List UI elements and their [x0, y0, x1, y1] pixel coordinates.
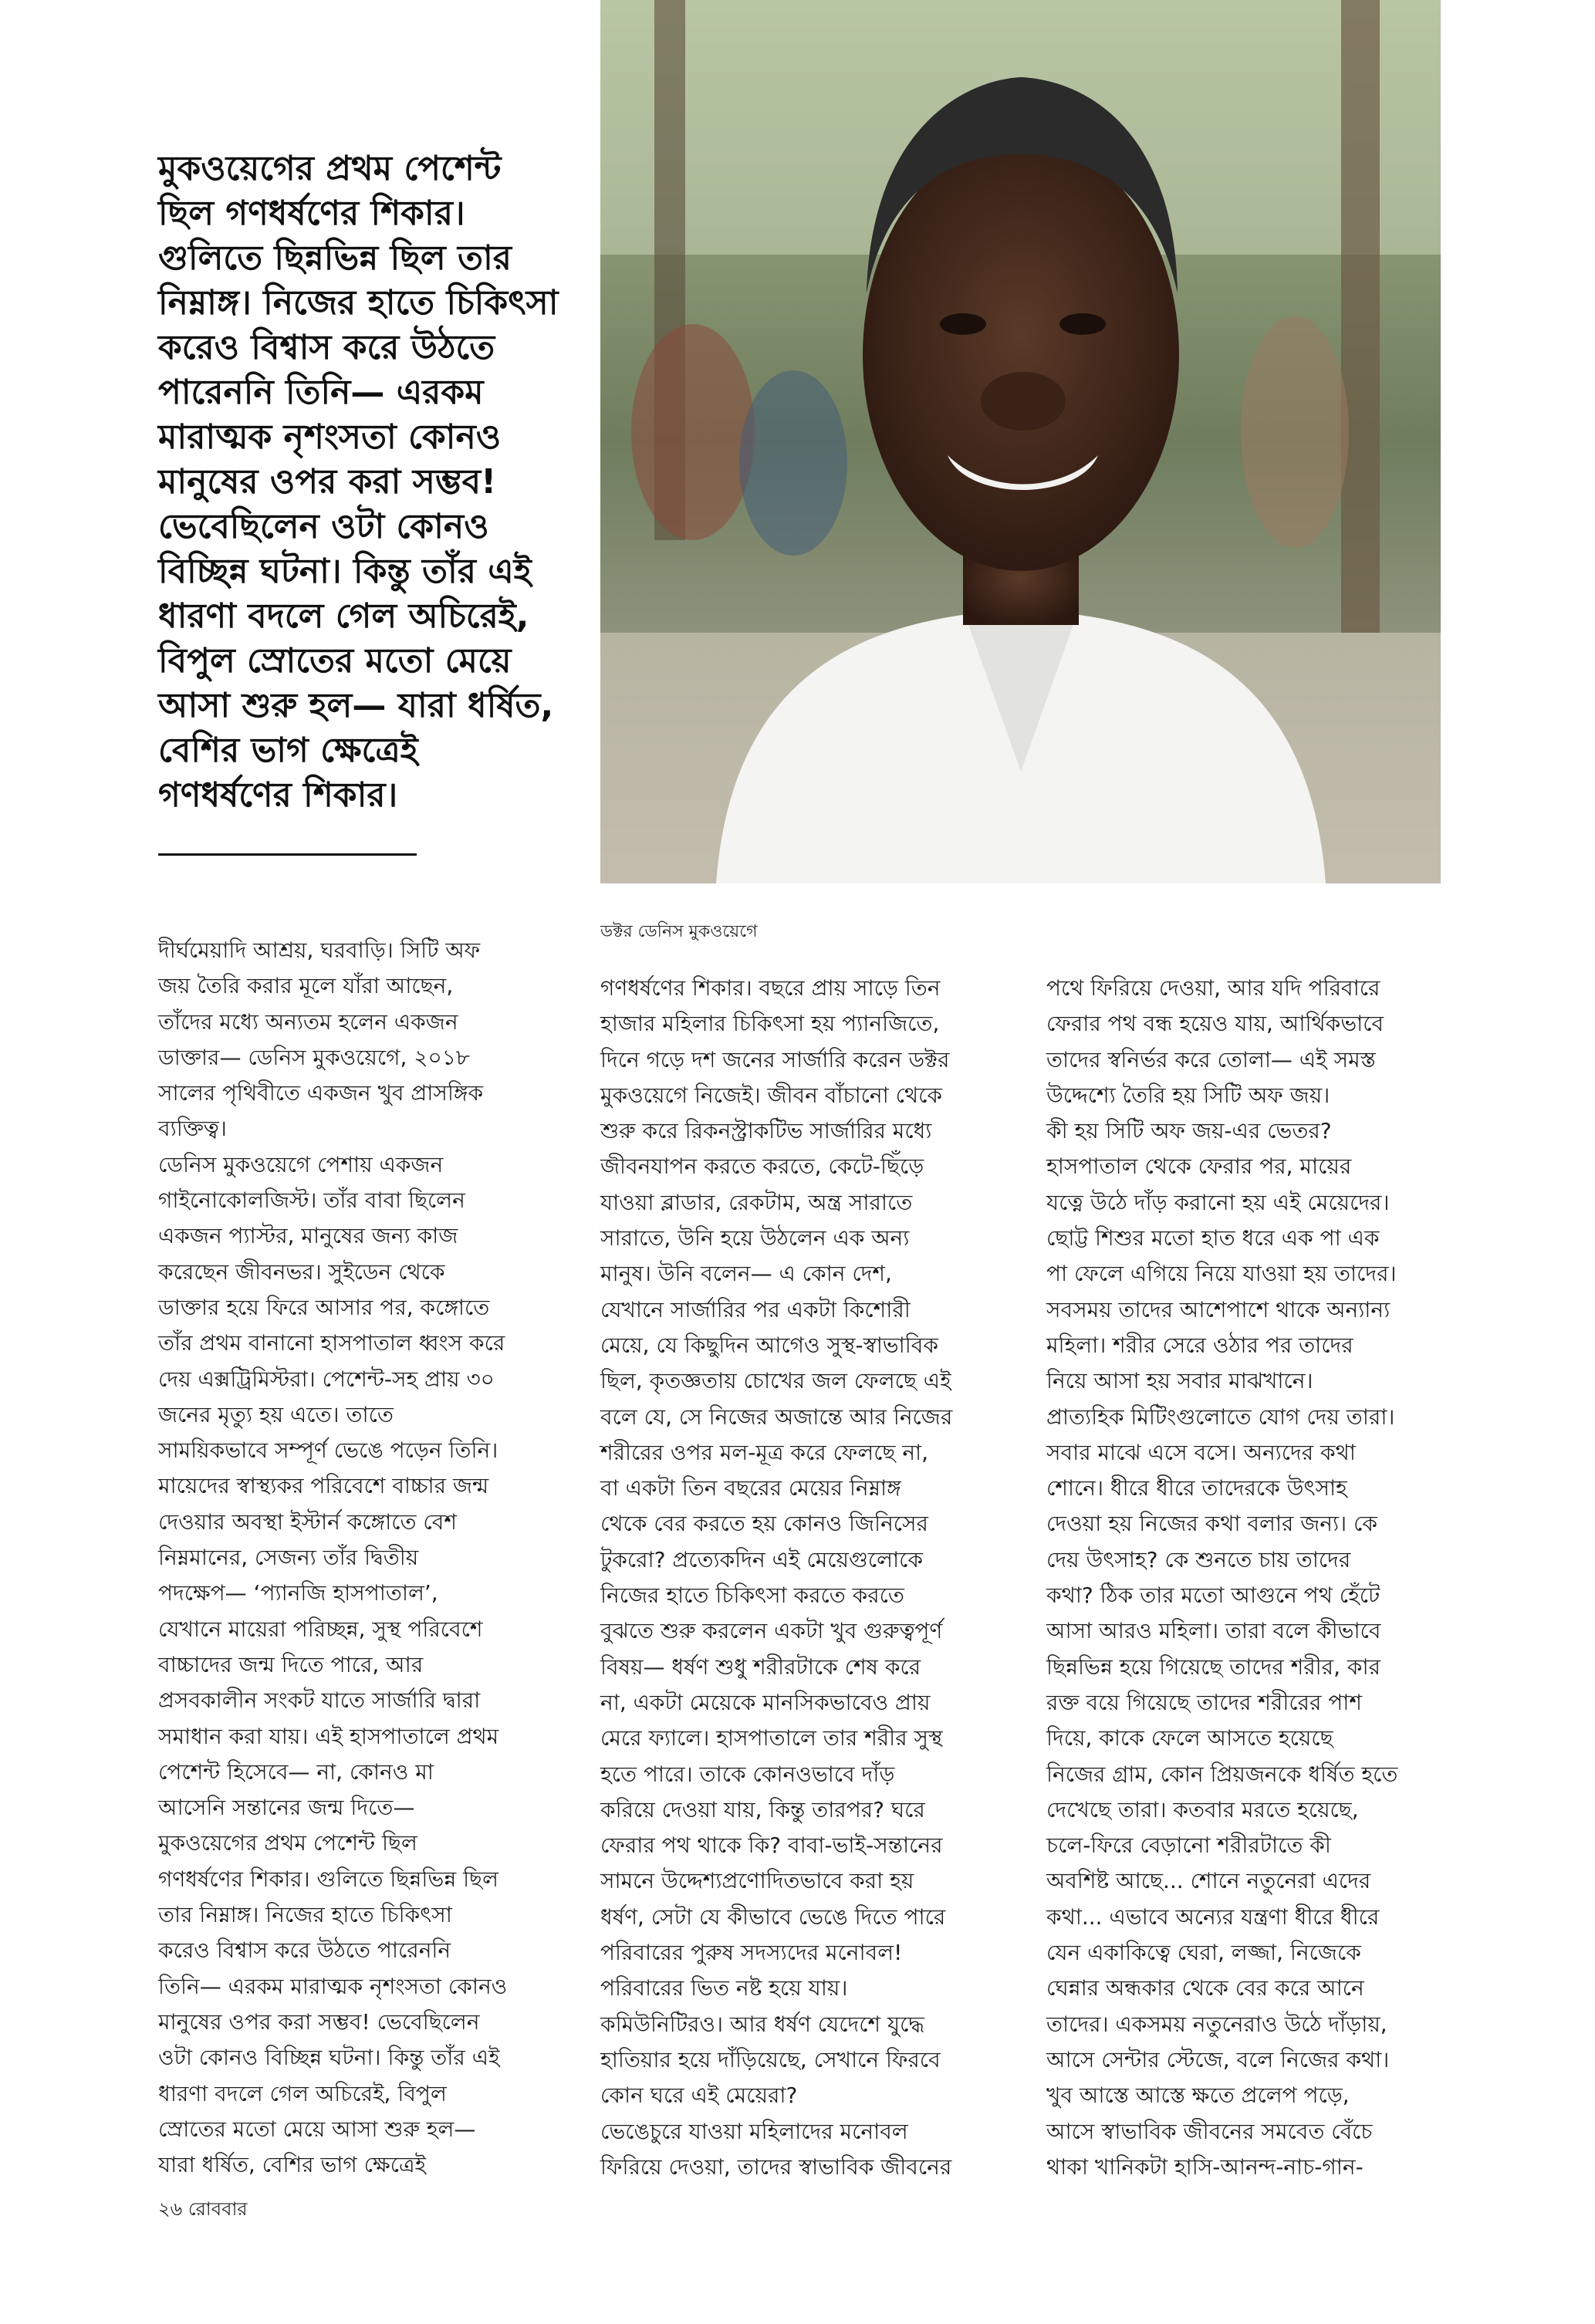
article-line: তাদের। একসময় নতুনেরাও উঠে দাঁড়ায়,	[1046, 2011, 1387, 2037]
article-line: সবার মাঝে এসে বসে। অন্যদের কথা	[1046, 1439, 1356, 1465]
article-line: হাতিয়ার হয়ে দাঁড়িয়েছে, সেখানে ফিরবে	[600, 2046, 941, 2072]
article-line: শুরু করে রিকনস্ট্রাকটিভ সার্জারির মধ্যে	[600, 1118, 932, 1144]
photo-caption: ডক্টর ডেনিস মুকওয়েগে	[600, 922, 758, 941]
article-line: সারাতে, উনি হয়ে উঠলেন এক অন্য	[600, 1225, 910, 1252]
article-line: ফেরার পথ বন্ধ হয়েও যায়, আর্থিকভাবে	[1046, 1011, 1384, 1037]
pull-quote-line: নিম্নাঙ্গ। নিজের হাতে চিকিৎসা	[158, 283, 559, 323]
article-line: মেরে ফ্যালে। হাসপাতালে তার শরীর সুস্থ	[600, 1725, 943, 1751]
article-line: বিষয়— ধর্ষণ শুধু শরীরটাকে শেষ করে	[600, 1653, 921, 1680]
article-line: ঘেন্নার অন্ধকার থেকে বের করে আনে	[1046, 1975, 1364, 2001]
pull-quote-line: মানুষের ওপর করা সম্ভব!	[158, 462, 497, 502]
article-line: নিয়ে আসা হয় সবার মাঝখানে।	[1046, 1368, 1313, 1394]
article-line: তিনি— এরকম মারাত্মক নৃশংসতা কোনও	[158, 1973, 508, 1999]
article-line: থেকে বের করতে হয় কোনও জিনিসের	[600, 1511, 928, 1537]
article-line: সামনে উদ্দেশ্যপ্রণোদিতভাবে করা হয়	[600, 1868, 914, 1894]
article-line: আসে স্বাভাবিক জীবনের সমবেত বেঁচে	[1046, 2118, 1373, 2144]
article-line: শোনে। ধীরে ধীরে তাদেরকে উৎসাহ	[1046, 1475, 1347, 1501]
article-line: একজন প্যাস্টর, মানুষের জন্য কাজ	[158, 1223, 458, 1249]
article-line: বা একটা তিন বছরের মেয়ের নিম্নাঙ্গ	[600, 1475, 901, 1501]
article-line: ফিরিয়ে দেওয়া, তাদের স্বাভাবিক জীবনের	[600, 2153, 952, 2180]
article-line: গণধর্ষণের শিকার। গুলিতে ছিন্নভিন্ন ছিল	[158, 1866, 498, 1892]
article-line: জনের মৃত্যু হয় এতে। তাতে	[158, 1401, 394, 1427]
article-line: দীর্ঘমেয়াদি আশ্রয়, ঘরবাড়ি। সিটি অফ	[158, 937, 481, 963]
article-line: হতে পারে। তাকে কোনওভাবে দাঁড়	[600, 1761, 895, 1787]
article-line: ফেরার পথ থাকে কি? বাবা-ভাই-সন্তানের	[600, 1833, 943, 1859]
article-line: ছোট্ট শিশুর মতো হাত ধরে এক পা এক	[1046, 1225, 1380, 1252]
article-line: তাদের স্বনির্ভর করে তোলা— এই সমস্ত	[1046, 1046, 1376, 1072]
pull-quote-line: পারেননি তিনি— এরকম	[158, 373, 484, 412]
article-line: খুব আস্তে আস্তে ক্ষতে প্রলেপ পড়ে,	[1046, 2082, 1350, 2109]
article-line: প্রসবকালীন সংকট যাতে সার্জারি দ্বারা	[158, 1687, 481, 1714]
article-line: দেয় উৎসাহ? কে শুনতে চায় তাদের	[1046, 1546, 1351, 1572]
pull-quote-line: গুলিতে ছিন্নভিন্ন ছিল তার	[158, 238, 512, 278]
article-line: জীবনযাপন করতে করতে, কেটে-ছিঁড়ে	[600, 1154, 924, 1180]
article-line: নিজের হাতে চিকিৎসা করতে করতে	[600, 1583, 904, 1609]
article-line: দেয় এক্সট্রিমিস্টরা। পেশেন্ট-সহ প্রায় ৩০	[158, 1366, 495, 1392]
article-line: সবসময় তাদের আশেপাশে থাকে অন্যান্য	[1046, 1296, 1391, 1322]
article-line: কমিউনিটিরও। আর ধর্ষণ যেদেশে যুদ্ধে	[600, 2011, 924, 2037]
article-line: আসে সেন্টার স্টেজে, বলে নিজের কথা।	[1046, 2046, 1390, 2072]
article-line: ওটা কোনও বিচ্ছিন্ন ঘটনা। কিন্তু তাঁর এই	[158, 2045, 500, 2071]
article-line: ছিন্নভিন্ন হয়ে গিয়েছে তাদের শরীর, কার	[1046, 1653, 1380, 1680]
article-line: মেয়ে, যে কিছুদিন আগেও সুস্থ-স্বাভাবিক	[600, 1332, 938, 1358]
article-line: নিম্নমানের, সেজন্য তাঁর দ্বিতীয়	[158, 1545, 419, 1571]
article-line: ডেনিস মুকওয়েগে পেশায় একজন	[158, 1151, 444, 1177]
article-line: তার নিম্নাঙ্গ। নিজের হাতে চিকিৎসা	[158, 1902, 452, 1928]
article-line: ধর্ষণ, সেটা যে কীভাবে ভেঙে দিতে পারে	[600, 1903, 946, 1930]
article-line: হাসপাতাল থেকে ফেরার পর, মায়ের	[1046, 1154, 1352, 1180]
article-line: জয় তৈরি করার মূলে যাঁরা আছেন,	[158, 973, 454, 999]
article-line: দিনে গড়ে দশ জনের সার্জারি করেন ডক্টর	[600, 1046, 950, 1072]
article-line: নিজের গ্রাম, কোন প্রিয়জনকে ধর্ষিত হতে	[1046, 1761, 1398, 1787]
article-line: আসেনি সন্তানের জন্ম দিতে—	[158, 1795, 415, 1821]
article-line: মুকওয়েগের প্রথম পেশেন্ট ছিল	[158, 1830, 417, 1856]
photo-illustration	[600, 0, 1441, 883]
article-line: কথা? ঠিক তার মতো আগুনে পথ হেঁটে	[1046, 1583, 1380, 1609]
article-line: মানুষের ওপর করা সম্ভব! ভেবেছিলেন	[158, 2008, 480, 2035]
article-line: কোন ঘরে এই মেয়েরা?	[600, 2082, 798, 2109]
article-line: তাঁদের মধ্যে অন্যতম হলেন একজন	[158, 1008, 458, 1035]
article-line: করিয়ে দেওয়া যায়, কিন্তু তারপর? ঘরে	[600, 1796, 925, 1822]
article-line: ডাক্তার— ডেনিস মুকওয়েগে, ২০১৮	[158, 1044, 471, 1070]
article-line: চলে-ফিরে বেড়ানো শরীরটাতে কী	[1046, 1833, 1331, 1859]
article-line: সমাধান করা যায়। এই হাসপাতালে প্রথম	[158, 1723, 499, 1749]
article-line: যেখানে সার্জারির পর একটা কিশোরী	[600, 1296, 911, 1322]
article-line: গণধর্ষণের শিকার। বছরে প্রায় সাড়ে তিন	[600, 975, 941, 1001]
article-column-1	[158, 933, 567, 2183]
article-line: করেও বিশ্বাস করে উঠতে পারেননি	[158, 1937, 451, 1964]
article-line: পরিবারের পুরুষ সদস্যদের মনোবল!	[600, 1940, 903, 1966]
article-line: কী হয় সিটি অফ জয়-এর ভেতর?	[1046, 1118, 1332, 1144]
page-footer: ২৬ রোববার	[158, 2198, 248, 2220]
article-line: না, একটা মেয়েকে মানসিকভাবেও প্রায়	[600, 1689, 931, 1715]
article-line: ধারণা বদলে গেল অচিরেই, বিপুল	[158, 2080, 447, 2106]
article-line: পা ফেলে এগিয়ে নিয়ে যাওয়া হয় তাদের।	[1046, 1261, 1397, 1287]
article-line: বলে যে, সে নিজের অজান্তে আর নিজের	[600, 1404, 953, 1430]
pull-quote-line: ছিল গণধর্ষণের শিকার।	[158, 194, 465, 233]
pull-quote-line: বিপুল স্রোতের মতো মেয়ে	[158, 641, 512, 681]
article-line: তাঁর প্রথম বানানো হাসপাতাল ধ্বংস করে	[158, 1330, 505, 1356]
article-line: কথা... এভাবে অন্যের যন্ত্রণা ধীরে ধীরে	[1046, 1903, 1380, 1930]
article-line: সালের পৃথিবীতে একজন খুব প্রাসঙ্গিক	[158, 1080, 484, 1106]
pull-quote-line: বিচ্ছিন্ন ঘটনা। কিন্তু তাঁর এই	[158, 552, 532, 591]
portrait-photo	[600, 0, 1441, 883]
article-line: পদক্ষেপ— ‘প্যানজি হাসপাতাল’,	[158, 1580, 438, 1606]
article-line: যারা ধর্ষিত, বেশির ভাগ ক্ষেত্রেই	[158, 2152, 427, 2178]
article-line: ভেঙেচুরে যাওয়া মহিলাদের মনোবল	[600, 2118, 908, 2144]
article-line: আসা আরও মহিলা। তারা বলে কীভাবে	[1046, 1618, 1381, 1644]
article-line: পেশেন্ট হিসেবে— না, কোনও মা	[158, 1758, 434, 1785]
article-line: যত্নে উঠে দাঁড় করানো হয় এই মেয়েদের।	[1046, 1189, 1390, 1215]
article-line: দেখেছে তারা। কতবার মরতে হয়েছে,	[1046, 1796, 1359, 1822]
pull-quote-line: করেও বিশ্বাস করে উঠতে	[158, 328, 495, 367]
article-line: পথে ফিরিয়ে দেওয়া, আর যদি পরিবারে	[1046, 975, 1380, 1001]
article-line: দিয়ে, কাকে ফেলে আসতে হয়েছে	[1046, 1725, 1333, 1751]
article-line: যাওয়া ব্লাডার, রেকটাম, অন্ত্র সারাতে	[600, 1189, 913, 1215]
pull-quote-line: বেশির ভাগ ক্ষেত্রেই	[158, 731, 418, 770]
article-line: যেখানে মায়েরা পরিচ্ছন্ন, সুস্থ পরিবেশে	[158, 1616, 483, 1642]
article-line: দেওয়া হয় নিজের কথা বলার জন্য। কে	[1046, 1511, 1377, 1537]
article-line: মায়েদের স্বাস্থ্যকর পরিবেশে বাচ্চার জন্ম	[158, 1473, 489, 1499]
article-line: সাময়িকভাবে সম্পূর্ণ ভেঙে পড়েন তিনি।	[158, 1437, 498, 1464]
article-line: করেছেন জীবনভর। সুইডেন থেকে	[158, 1258, 445, 1285]
article-line: রক্ত বয়ে গিয়েছে তাদের শরীরের পাশ	[1046, 1689, 1362, 1715]
article-line: মুকওয়েগে নিজেই। জীবন বাঁচানো থেকে	[600, 1082, 943, 1108]
article-line: বুঝতে শুরু করলেন একটা খুব গুরুত্বপূর্ণ	[600, 1618, 943, 1644]
article-line: ছিল, কৃতজ্ঞতায় চোখের জল ফেলছে এই	[600, 1368, 951, 1394]
article-line: হাজার মহিলার চিকিৎসা হয় প্যানজিতে,	[600, 1011, 940, 1037]
article-line: ডাক্তার হয়ে ফিরে আসার পর, কঙ্গোতে	[158, 1294, 490, 1320]
article-line: যেন একাকিত্বে ঘেরা, লজ্জা, নিজেকে	[1046, 1940, 1361, 1966]
pull-quote	[158, 147, 575, 818]
pull-quote-line: মারাত্মক নৃশংসতা কোনও	[158, 417, 502, 457]
pull-quote-line: আসা শুরু হল— যারা ধর্ষিত,	[158, 686, 554, 725]
pull-quote-line: মুকওয়েগের প্রথম পেশেন্ট	[158, 149, 502, 188]
article-line: মানুষ। উনি বলেন— এ কোন দেশ,	[600, 1261, 892, 1287]
divider-rule	[158, 853, 417, 856]
article-column-2	[600, 971, 1017, 2185]
pull-quote-line: ধারণা বদলে গেল অচিরেই,	[158, 596, 529, 636]
article-line: দেওয়ার অবস্থা ইস্টার্ন কঙ্গোতে বেশ	[158, 1508, 457, 1535]
pull-quote-line: ভেবেছিলেন ওটা কোনও	[158, 507, 489, 546]
article-line: পরিবারের ভিত নষ্ট হয়ে যায়।	[600, 1975, 848, 2001]
article-line: মহিলা। শরীর সেরে ওঠার পর তাদের	[1046, 1332, 1353, 1358]
article-line: অবশিষ্ট আছে... শোনে নতুনেরা এদের	[1046, 1868, 1371, 1894]
article-line: প্রাত্যহিক মিটিংগুলোতে যোগ দেয় তারা।	[1046, 1404, 1395, 1430]
pull-quote-line: গণধর্ষণের শিকার।	[158, 775, 398, 815]
article-column-3	[1046, 971, 1463, 2185]
article-line: ব্যক্তিত্ব।	[158, 1116, 227, 1142]
article-line: বাচ্চাদের জন্ম দিতে পারে, আর	[158, 1651, 424, 1677]
article-line: শরীরের ওপর মল-মূত্র করে ফেলছে না,	[600, 1439, 929, 1465]
article-line: স্রোতের মতো মেয়ে আসা শুরু হল—	[158, 2116, 476, 2142]
article-line: গাইনোকোলজিস্ট। তাঁর বাবা ছিলেন	[158, 1187, 465, 1214]
article-line: টুকরো? প্রত্যেকদিন এই মেয়েগুলোকে	[600, 1546, 923, 1572]
article-line: থাকা খানিকটা হাসি-আনন্দ-নাচ-গান-	[1046, 2153, 1364, 2180]
article-line: উদ্দেশ্যে তৈরি হয় সিটি অফ জয়।	[1046, 1082, 1330, 1108]
